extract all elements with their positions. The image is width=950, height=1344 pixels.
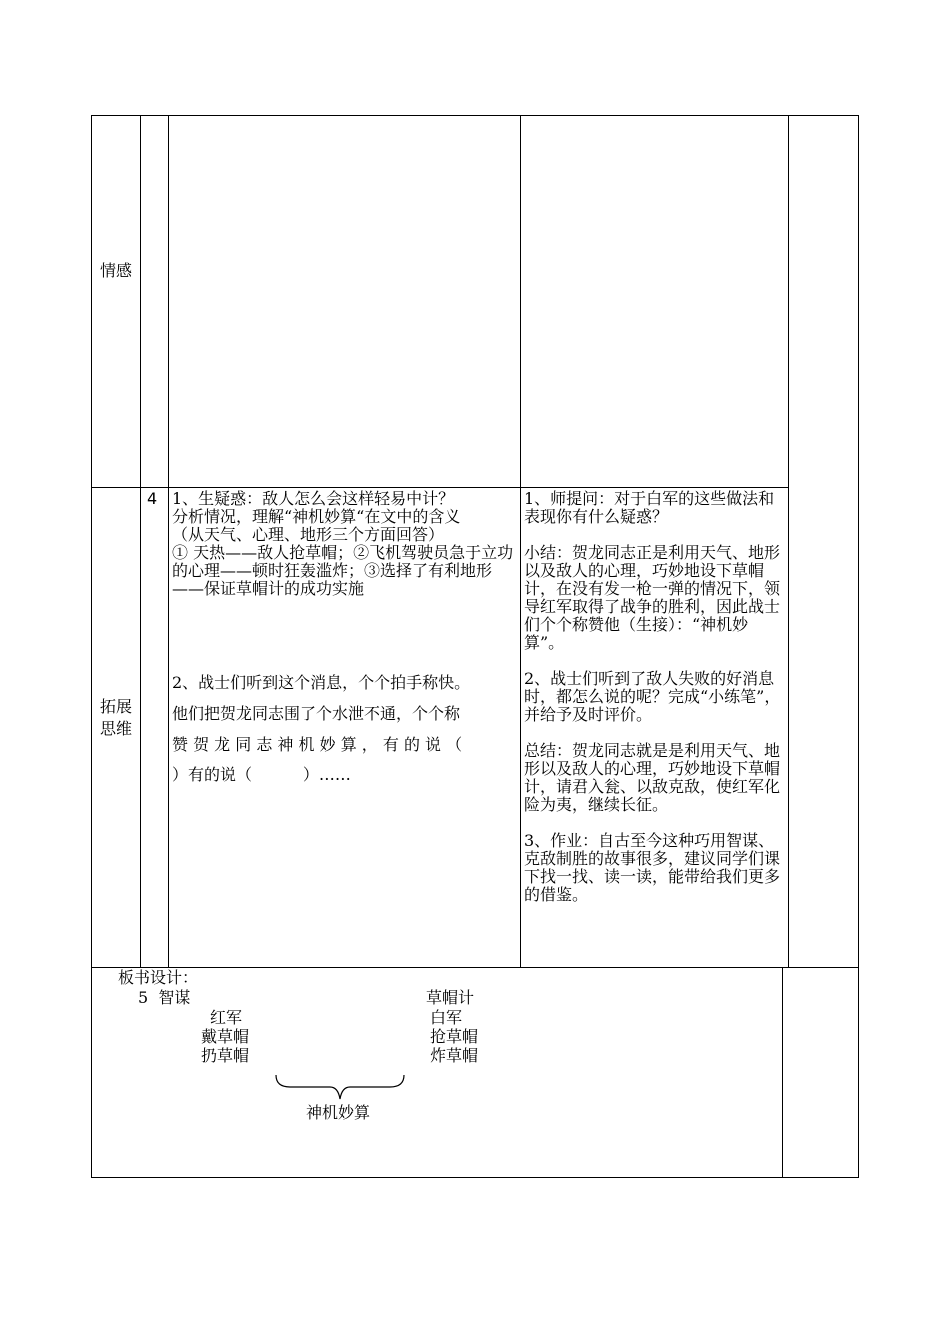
- q2-line3: 赞 贺 龙 同 志 神 机 妙 算 ， 有 的 说 （: [172, 735, 463, 754]
- table-bottom-border: [91, 1177, 859, 1178]
- col-divider-3: [520, 115, 521, 967]
- teacher-homework: 3、作业：自古至今这种巧用智谋、克敌制胜的故事很多，建议同学们课下找一找、读一读，能带给我们更多的借鉴。: [524, 831, 781, 904]
- teacher-summary-1: 小结：贺龙同志正是利用天气、地形以及敌人的心理，巧妙地设下草帽计，在没有发一枪一弹的情况下，领导红军取得了战争的胜利，因此战士们个个称赞他（生接）：“神机妙算”。: [524, 543, 781, 652]
- board-strategy: 草帽计: [426, 988, 475, 1007]
- q1-title: 1、生疑惑：敌人怎么会这样轻易中计？: [172, 489, 455, 508]
- table-top-border: [91, 115, 859, 116]
- board-brace: [270, 1072, 410, 1102]
- teacher-ask: 1、师提问：对于白军的这些做法和表现你有什么疑惑？: [524, 489, 775, 526]
- q2-line1: 2、战士们听到这个消息，个个拍手称快。: [172, 673, 471, 692]
- board-white-action-1: 抢草帽: [430, 1027, 479, 1046]
- table-right-border: [858, 115, 859, 1178]
- emotion-row-label: 情感: [100, 261, 133, 280]
- teacher-exercise: 2、战士们听到了敌人失败的好消息时，都怎么说的呢？完成“小练笔”，并给予及时评价。: [524, 669, 781, 724]
- board-conclusion: 神机妙算: [306, 1103, 371, 1122]
- q1-analysis: 分析情况，理解“神机妙算“在文中的含义: [172, 507, 461, 526]
- board-red-action-1: 戴草帽: [201, 1027, 250, 1046]
- q1-hint: （从天气、心理、地形三个方面回答）: [172, 525, 445, 544]
- extend-row-label-line1: 拓展: [100, 697, 133, 716]
- q1-points: ① 天热——敌人抢草帽；②飞机驾驶员急于立功的心理——顿时狂轰滥炸；③选择了有利地形——保证草帽计的成功实施: [172, 543, 514, 598]
- teacher-activity-cell: [524, 490, 786, 904]
- col-divider-4: [788, 115, 789, 967]
- board-white-action-2: 炸草帽: [430, 1046, 479, 1065]
- board-red-army: 红军: [210, 1008, 243, 1027]
- teacher-summary-2: 总结：贺龙同志就是是利用天气、地形以及敌人的心理，巧妙地设下草帽计，请君入瓮、以敌克敌，使红军化险为夷，继续长征。: [524, 741, 781, 814]
- extend-row-minutes: 4: [147, 489, 158, 508]
- board-white-army: 白军: [430, 1008, 463, 1027]
- row-divider-2: [91, 967, 859, 968]
- board-red-action-2: 扔草帽: [201, 1046, 250, 1065]
- col-divider-2: [168, 115, 169, 967]
- extend-row-label-line2: 思维: [100, 719, 133, 738]
- col-divider-1: [140, 115, 141, 967]
- board-heading: 板书设计：: [118, 968, 199, 987]
- row-divider-1: [91, 487, 789, 488]
- board-lesson-title: 5 智谋: [138, 988, 191, 1007]
- table-left-border: [91, 115, 92, 1178]
- student-activity-cell: [172, 490, 518, 598]
- q2-line2: 他们把贺龙同志围了个水泄不通，个个称: [172, 704, 461, 723]
- q2-line4: ）有的说（ ）……: [172, 765, 351, 784]
- board-col-divider: [782, 967, 783, 1178]
